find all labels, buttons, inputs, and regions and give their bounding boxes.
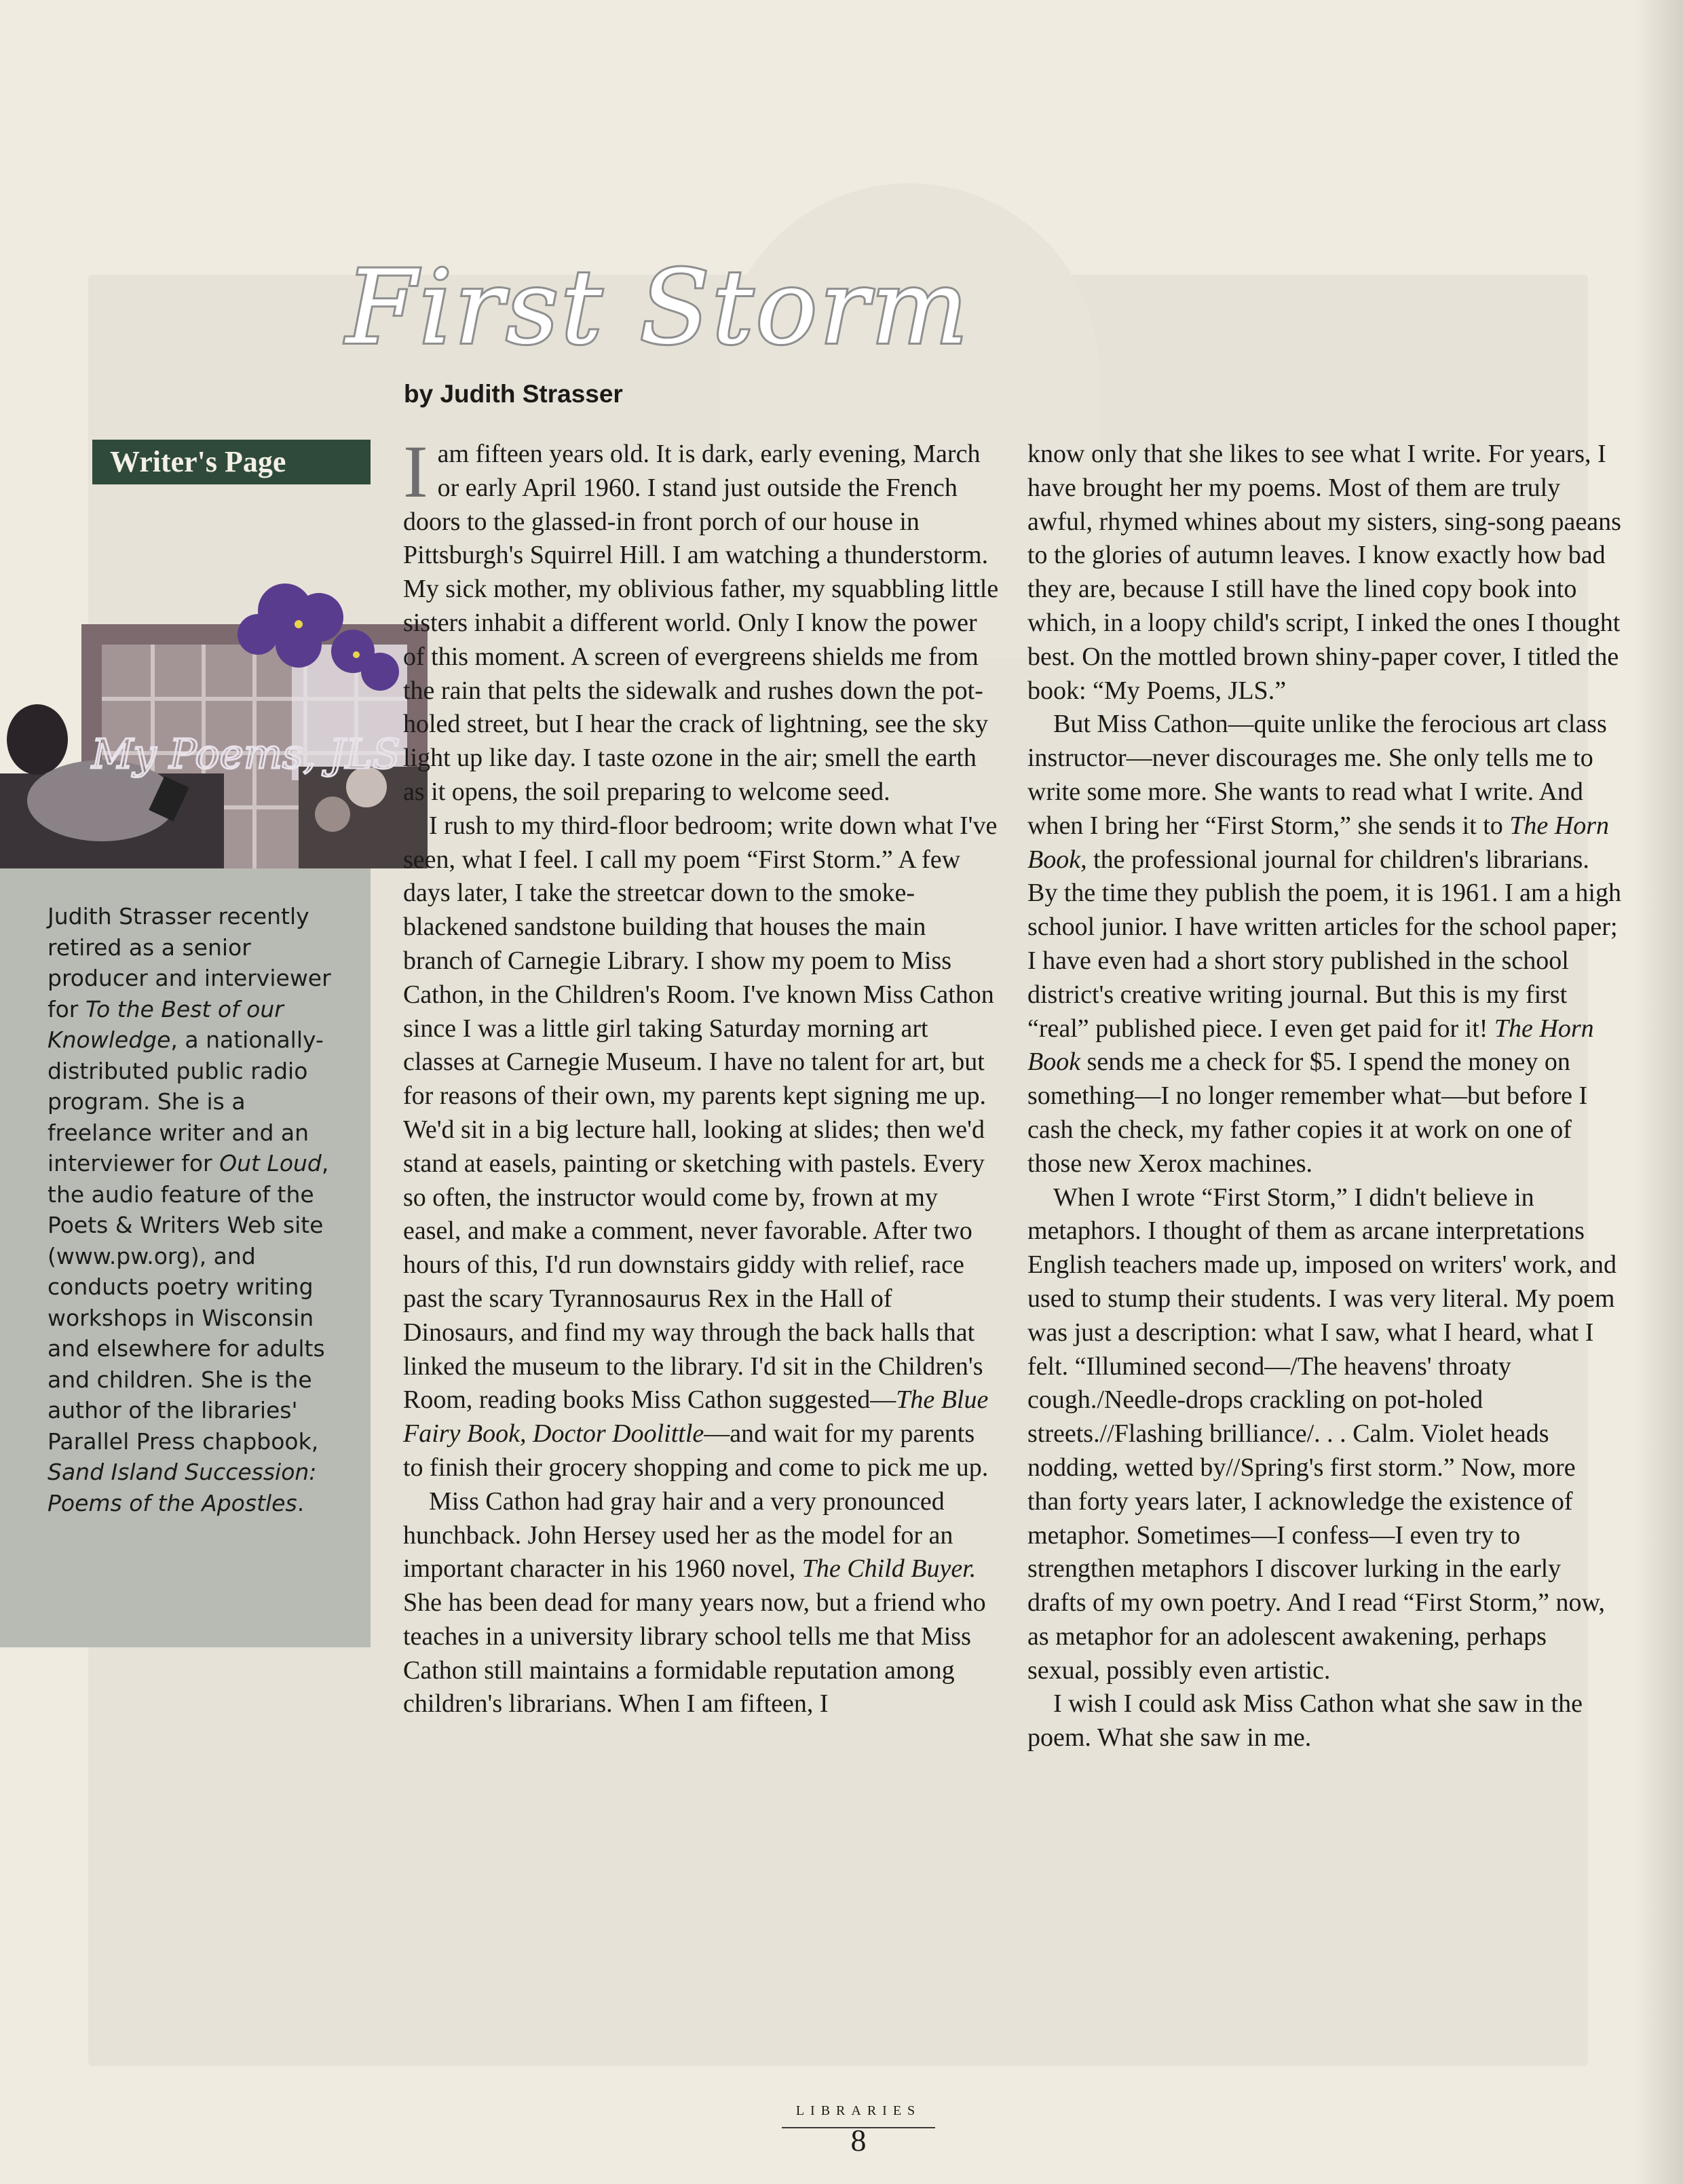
paragraph-2-end: —and wait for my parents to finish their grocery shopping and come to pick me up. — [403, 1419, 989, 1482]
book-titles: The Blue Fairy Book, Doctor Doolittle — [403, 1385, 989, 1449]
author-bio — [0, 868, 371, 1647]
bio-part-2: , a nationally-distributed public radio program. She is a freelance writer and an interviewer for — [48, 1027, 324, 1176]
paragraph-5 — [1027, 708, 1625, 1181]
page-number: 8 — [850, 2123, 867, 2158]
bio-part-4: . — [297, 1489, 305, 1516]
paragraph-5-middle: the professional journal for children's librarians. By the time they publish the poem, it is 1961. I am a high school junior. I have written articles for the school paper; I have even had a short story published in the school district's creative writing journal. But this is my first “real” published piece. I even get paid for it! — [1027, 845, 1621, 1043]
byline: by Judith Strasser — [404, 380, 623, 408]
bio-show-2: Out Loud — [219, 1150, 322, 1176]
paragraph-6 — [1027, 1181, 1625, 1688]
paragraph-7-text: I wish I could ask Miss Cathon what she saw in the poem. What she saw in me. — [1027, 1689, 1583, 1752]
paragraph-2 — [403, 809, 1000, 1485]
drop-cap: I — [403, 430, 428, 513]
paragraph-1-text: am fifteen years old. It is dark, early evening, March or early April 1960. I stand just outside the French doors to the glassed-in front porch of our house in Pittsburgh's Squirrel Hill. I am watching a thunderstorm. My sick mother, my oblivious father, my squabbling little sisters inhabit a different world. Only I know the power of this moment. A screen of evergreens shields me from the rain that pelts the sidewalk and rushes down the pot-holed street, but I hear the crack of lightning, see the sky light up like day. I taste ozone in the air; smell the earth as it opens, the soil preparing to welcome seed. — [403, 440, 999, 806]
journal-title-2: The Horn Book — [1027, 1014, 1594, 1077]
bio-book-title: Sand Island Succession: Poems of the Apostles — [48, 1459, 317, 1516]
page-fold-shadow — [1635, 0, 1683, 2184]
girl-with-notebook-flowers-window-icon — [0, 570, 434, 868]
title-lettering — [333, 224, 998, 380]
title-text: First Storm — [346, 249, 970, 367]
illustration — [0, 570, 434, 868]
paragraph-1 — [403, 430, 1000, 809]
paragraph-4-text: know only that she likes to see what I write. For years, I have brought her my poems. Most of them are truly awful, rhymed whines about my sisters, sing-song paeans to the glories of autumn leaves. I know exactly how bad they are, because I still have the lined copy book into which, in a loopy child's script, I inked the ones I thought best. On the mottled brown shiny-paper cover, I titled the book: “My Poems, JLS.” — [1027, 440, 1621, 705]
paragraph-6-text: When I wrote “First Storm,” I didn't believe in metaphors. I thought of them as arcane interpretations English teachers made up, imposed on writers' work, and used to stump their students. I was very literal. My poem was just a description: what I saw, what I heard, what I felt. “Illumined second—/The heavens' throaty cough./Needle-drops crackling on pot-holed streets.//Flashing brilliance/. . . Calm. Violet heads nodding, wetted by//Spring's first storm.” Now, more than forty years later, I acknowledge the existence of metaphor. Sometimes—I confess—I even try to strengthen metaphors I discover lurking in the early drafts of my own poetry. And I read “First Storm,” now, as metaphor for an adolescent awakening, perhaps sexual, possibly even artistic. — [1027, 1183, 1616, 1685]
author-bio-text — [48, 901, 350, 1518]
paragraph-5-text: But Miss Cathon—quite unlike the ferocious art class instructor—never discourages me. She only tells me to write some more. She wants to read what I write. And when I bring her “First Storm,” she sends it to — [1027, 710, 1607, 840]
section-tag: Writer's Page — [92, 440, 371, 484]
footer-publication-name: LIBRARIES — [795, 2103, 922, 2118]
article-column-2 — [1027, 438, 1625, 1755]
paragraph-3-end: She has been dead for many years now, but a friend who teaches in a university library school tells me that Miss Cathon still maintains a formidable reputation among children's librarians. When I am fifteen, I — [403, 1588, 986, 1719]
bio-part-1: Judith Strasser recently retired as a senior producer and interviewer for — [48, 903, 331, 1022]
article-column-1 — [403, 430, 1000, 1721]
paragraph-3 — [403, 1485, 1000, 1722]
paragraph-3-text: Miss Cathon had gray hair and a very pronounced hunchback. John Hersey used her as the model for an important character in his 1960 novel, — [403, 1487, 953, 1584]
paragraph-4 — [1027, 438, 1625, 708]
paragraph-7 — [1027, 1687, 1625, 1755]
paragraph-2-text: I rush to my third-floor bedroom; write down what I've seen, what I feel. I call my poem “First Storm.” A few days later, I take the streetcar down to the smoke-blackened sandstone building that houses the main branch of Carnegie Library. I show my poem to Miss Cathon, in the Children's Room. I've known Miss Cathon since I was a little girl taking Saturday morning art classes at Carnegie Museum. I have no talent for art, but for reasons of their own, my parents kept signing me up. We'd sit in a big lecture hall, looking at slides; then we'd stand at easels, painting or sketching with pastels. Every so often, the instructor would come by, frown at my easel, and make a comment, never favorable. After two hours of this, I'd run downstairs giddy with relief, race past the scary Tyrannosaurus Rex in the Hall of Dinosaurs, and find my way through the back halls that linked the museum to the library. I'd sit in the Children's Room, reading books Miss Cathon suggested— — [403, 811, 998, 1415]
page-title — [333, 224, 998, 380]
paragraph-5-end: sends me a check for $5. I spend the money on something—I no longer remember what—but before I cash the check, my father copies it at work on one of those new Xerox machines. — [1027, 1048, 1588, 1178]
bio-part-3: , the audio feature of the Poets & Writers Web site (www.pw.org), and conducts poetry writing workshops in Wisconsin and elsewhere for adults and children. She is the author of the libraries' Parallel Press chapbook, — [48, 1150, 329, 1455]
illustration-caption: My Poems, JLS — [92, 731, 400, 778]
journal-title: The Horn Book, — [1027, 811, 1610, 874]
novel-title: The Child Buyer. — [801, 1554, 977, 1584]
bio-show-1: To the Best of our Knowledge — [48, 995, 284, 1053]
